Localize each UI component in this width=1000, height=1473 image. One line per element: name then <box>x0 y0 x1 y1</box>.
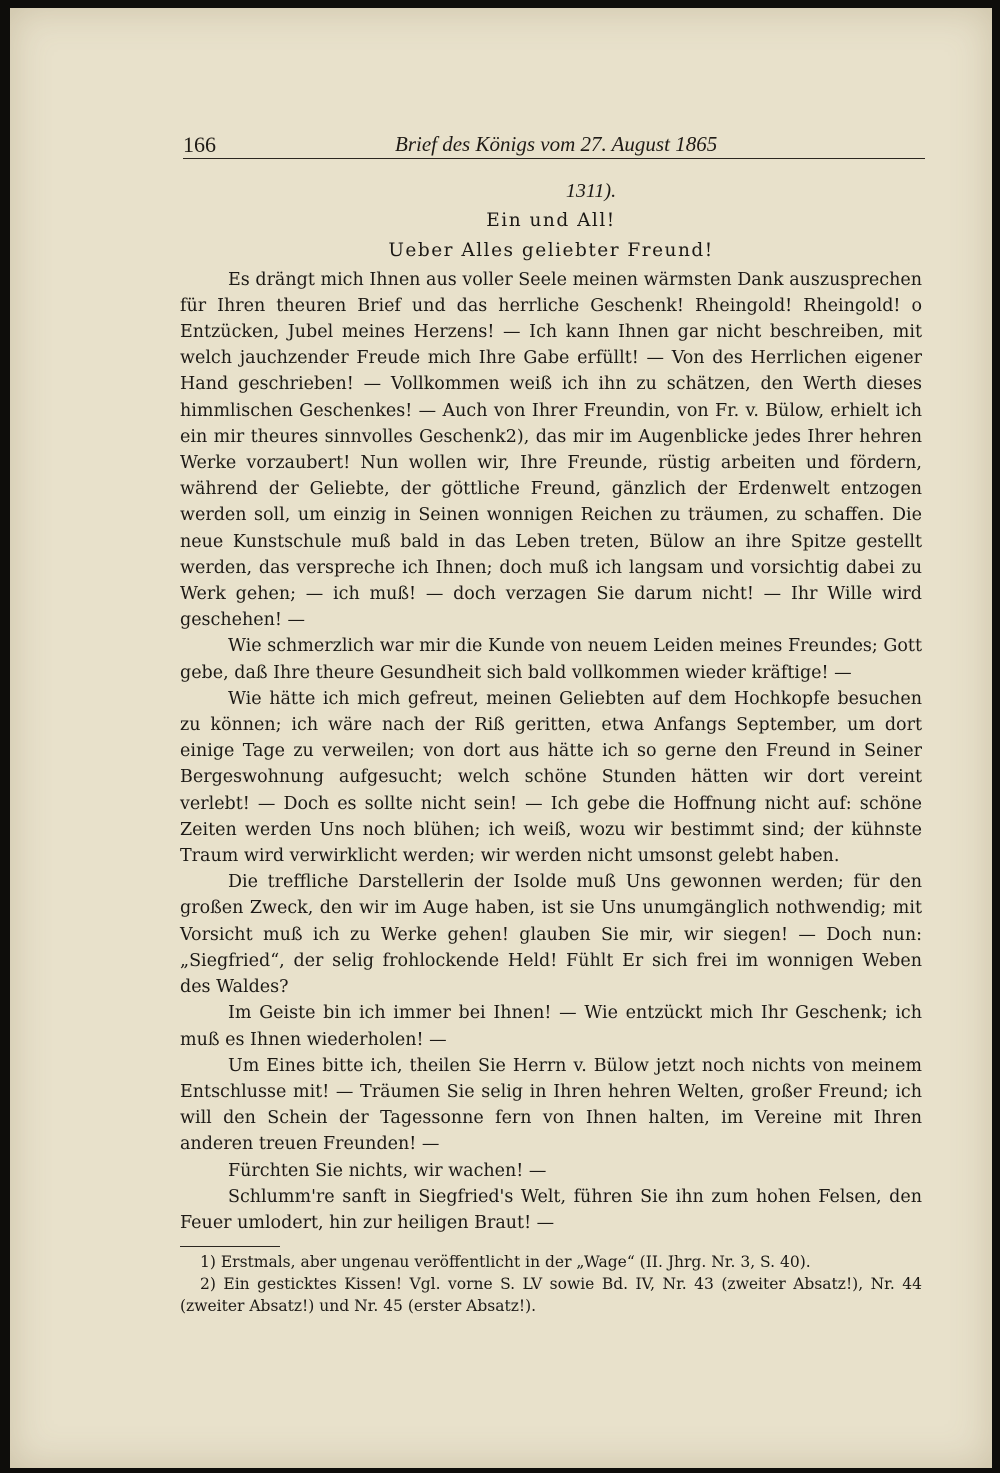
paragraph: Um Eines bitte ich, theilen Sie Herrn v. Bülow jetzt noch nichts von meinem Entschlusse mit! — Träumen Sie selig in Ihren hehren Welten, großer Freund; ich will den Schein der Tagessonne fern von Ihnen halten, im Vereine mit Ihren anderen treuen Freunden! — <box>180 1055 922 1155</box>
running-title: Brief des Königs vom 27. August 1865 <box>395 132 718 156</box>
paragraph: Wie schmerzlich war mir die Kunde von neuem Leiden meines Freundes; Gott gebe, daß Ihre theure Gesundheit sich bald vollkommen wieder kräftige! — <box>180 636 922 683</box>
paragraph: Wie hätte ich mich gefreut, meinen Geliebten auf dem Hochkopfe besuchen zu können; ich wäre nach der Riß geritten, etwa Anfangs September, um dort einige Tage zu verweilen; von dort aus hätte ich so gerne den Freund in Seiner Bergeswohnung aufgesucht; welch schöne Stunden hätten wir dort vereint verlebt! — Doch es sollte nicht sein! — Ich gebe die Hoffnung nicht auf: schöne Zeiten werden Uns noch blühen; ich weiß, wozu wir bestimmt sind; der kühnste Traum wird verwirklicht werden; wir werden nicht umsonst gelebt haben. <box>180 688 922 867</box>
letter-body <box>180 178 922 1317</box>
paragraph: Es drängt mich Ihnen aus voller Seele meinen wärmsten Dank auszusprechen für Ihren theuren Brief und das herrliche Geschenk! Rheingold! Rheingold! o Entzücken, Jubel meines Herzens! — Ich kann Ihnen gar nicht beschreiben, mit welch jauchzender Freude mich Ihre Gabe erfüllt! — Von des Herrlichen eigener Hand geschrieben! — Vollkommen weiß ich ihn zu schätzen, den Werth dieses himmlischen Geschenkes! — Auch von Ihrer Freundin, von Fr. v. Bülow, erhielt ich ein mir theures sinnvolles Geschenk2), das mir im Augenblicke jedes Ihrer hehren Werke vorzaubert! Nun wollen wir, Ihre Freunde, rüstig arbeiten und fördern, während der Geliebte, der göttliche Freund, gänzlich der Erdenwelt entzogen werden soll, um einzig in Seinen wonnigen Reichen zu träumen, zu schaffen. Die neue Kunstschule muß bald in das Leben treten, Bülow an ihre Spitze gestellt werden, das verspreche ich Ihnen; doch muß ich langsam und vorsichtig dabei zu Werk gehen; — ich muß! — doch verzagen Sie darum nicht! — Ihr Wille wird geschehen! — <box>180 269 922 631</box>
paragraph: Fürchten Sie nichts, wir wachen! — <box>228 1160 547 1181</box>
footnote-divider <box>180 1246 280 1247</box>
footnote <box>180 1251 922 1273</box>
footnote-mark: 2) <box>200 1275 216 1294</box>
letter-salutation: Ueber Alles geliebter Freund! <box>388 240 714 262</box>
footnote-text: Ein gesticktes Kissen! Vgl. vorne S. LV sowie Bd. IV, Nr. 43 (zweiter Absatz!), Nr. 44 (zweiter Absatz!) und Nr. 45 (erster Absatz!). <box>180 1275 922 1316</box>
letter-number: 1311). <box>565 180 617 202</box>
paragraph: Schlumm're sanft in Siegfried's Welt, führen Sie ihn zum hohen Felsen, den Feuer umlodert, hin zur heiligen Braut! — <box>180 1186 922 1233</box>
page-header <box>183 132 925 159</box>
footnote <box>180 1273 922 1317</box>
page-number: 166 <box>183 132 216 157</box>
paragraph: Die treffliche Darstellerin der Isolde muß Uns gewonnen werden; für den großen Zweck, den wir im Auge haben, ist sie Uns unumgänglich nothwendig; mit Vorsicht muß ich zu Werke gehen! glauben Sie mir, wir siegen! — Doch nun: „Siegfried“, der selig frohlockende Held! Fühlt Er sich frei im wonnigen Weben des Waldes? <box>180 872 922 998</box>
letter-motto: Ein und All! <box>486 210 616 232</box>
footnote-text: Erstmals, aber ungenau veröffentlicht in der „Wage“ (II. Jhrg. Nr. 3, S. 40). <box>220 1253 811 1272</box>
paragraph: Im Geiste bin ich immer bei Ihnen! — Wie entzückt mich Ihr Geschenk; ich muß es Ihnen wiederholen! — <box>180 1003 922 1050</box>
footnote-mark: 1) <box>200 1253 216 1272</box>
